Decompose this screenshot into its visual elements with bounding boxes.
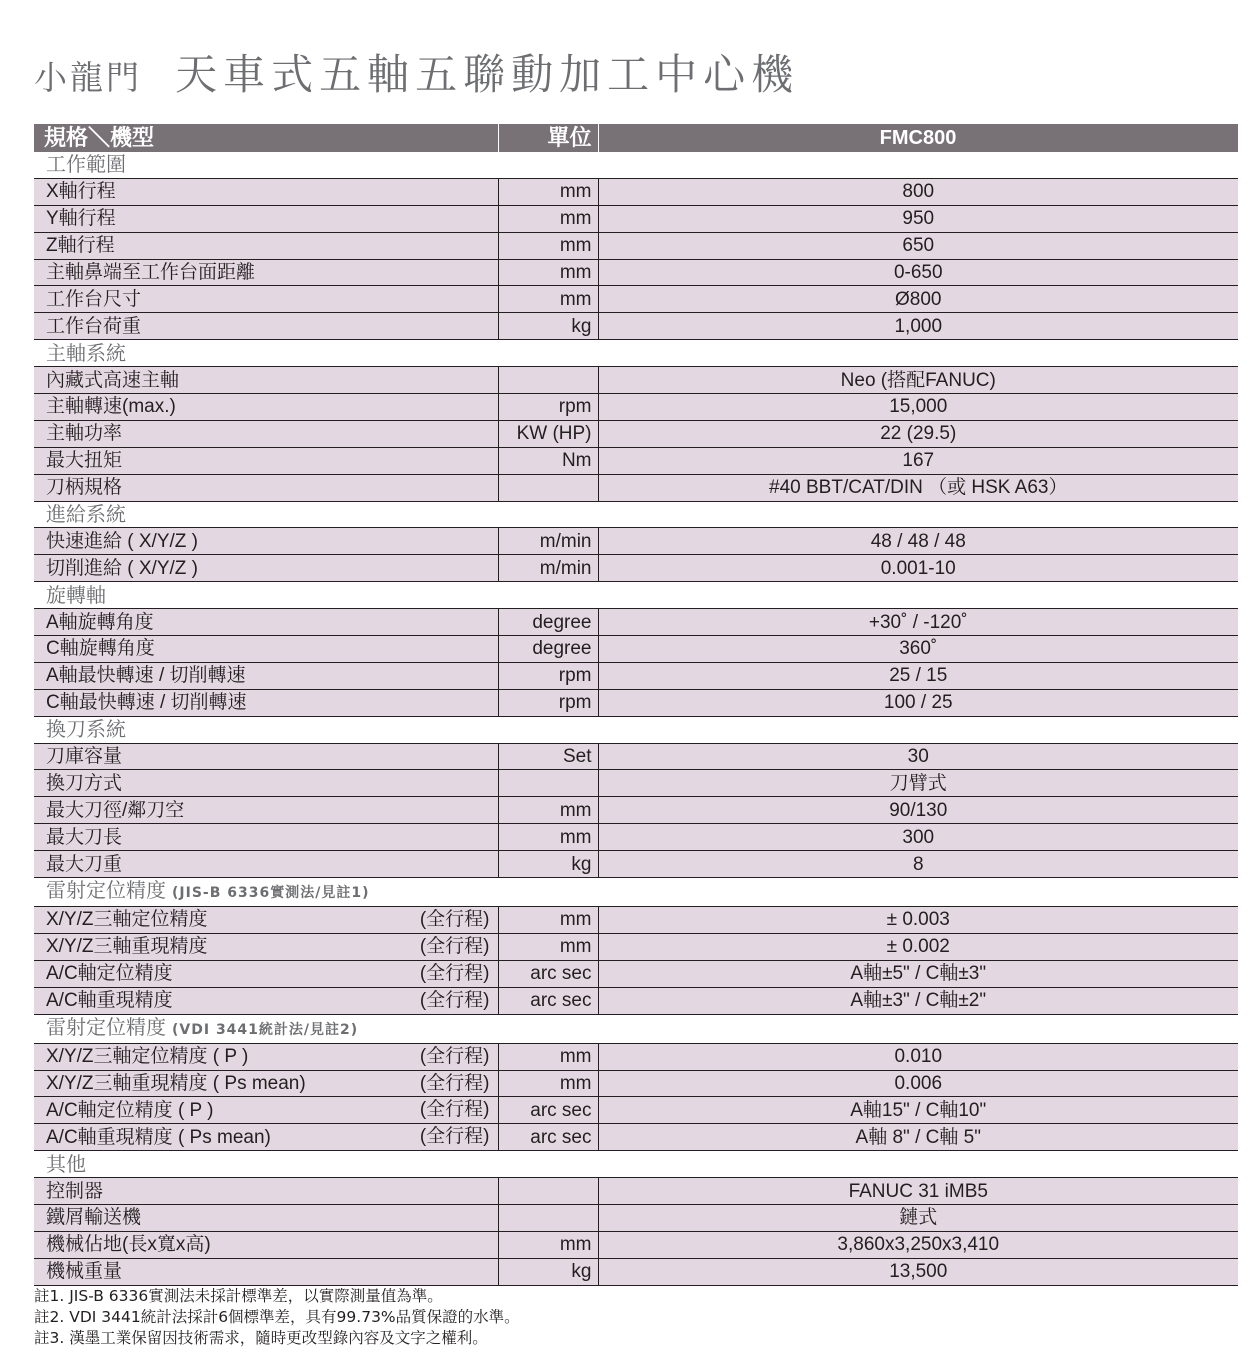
spec-item [34, 689, 498, 716]
spec-item [34, 367, 498, 394]
spec-item-label: 最大刀長 [46, 826, 123, 848]
spec-value: #40 BBT/CAT/DIN （或 HSK A63） [598, 474, 1238, 501]
spec-value: 800 [598, 178, 1238, 205]
spec-table [34, 124, 1239, 1286]
table-row [34, 528, 1238, 555]
table-row [34, 1097, 1238, 1124]
spec-item-label: 刀庫容量 [46, 746, 123, 768]
spec-value: 鏈式 [598, 1204, 1238, 1231]
spec-item-label: 機械重量 [46, 1261, 123, 1283]
section-label: 雷射定位精度 [46, 1014, 166, 1039]
spec-unit: arc sec [498, 1124, 598, 1151]
spec-item [34, 259, 498, 286]
section-label: 換刀系統 [46, 717, 126, 742]
section-row [34, 501, 1238, 528]
spec-value: A軸±3" / C軸±2" [598, 987, 1238, 1014]
table-row [34, 259, 1238, 286]
spec-item [34, 1043, 498, 1070]
table-row [34, 447, 1238, 474]
spec-item [34, 1070, 498, 1097]
spec-item [34, 1178, 498, 1205]
table-row [34, 662, 1238, 689]
table-row [34, 313, 1238, 340]
spec-value: 90/130 [598, 797, 1238, 824]
spec-unit: rpm [498, 689, 598, 716]
section-title [34, 1151, 1238, 1178]
section-label: 主軸系統 [46, 340, 126, 365]
spec-unit: mm [498, 259, 598, 286]
spec-item-label: X/Y/Z三軸定位精度 [46, 909, 208, 931]
spec-unit: mm [498, 1070, 598, 1097]
spec-value: 0.010 [598, 1043, 1238, 1070]
spec-value: 0-650 [598, 259, 1238, 286]
table-row [34, 286, 1238, 313]
spec-item [34, 743, 498, 770]
table-row [34, 1178, 1238, 1205]
spec-value: 100 / 25 [598, 689, 1238, 716]
machine-name: 天車式五軸五聯動加工中心機 [175, 50, 800, 99]
spec-item-label: A/C軸定位精度 ( P ) [46, 1099, 214, 1121]
spec-range: (全行程) [419, 989, 490, 1011]
spec-value: 8 [598, 851, 1238, 878]
spec-unit: m/min [498, 555, 598, 582]
spec-item-label: 快速進給 ( X/Y/Z ) [46, 530, 199, 552]
spec-item-label: Z軸行程 [46, 235, 115, 257]
spec-item-label: 工作台荷重 [46, 315, 142, 337]
spec-unit: arc sec [498, 987, 598, 1014]
spec-item [34, 528, 498, 555]
page-title [34, 42, 799, 102]
header-model: FMC800 [598, 124, 1238, 152]
spec-item-label: X/Y/Z三軸重現精度 [46, 936, 208, 958]
spec-item-label: C軸旋轉角度 [46, 638, 155, 660]
section-title [34, 152, 1238, 178]
section-title [34, 716, 1238, 743]
spec-item-label: X/Y/Z三軸重現精度 ( Ps mean) [46, 1072, 306, 1094]
table-row [34, 824, 1238, 851]
spec-item [34, 636, 498, 663]
spec-item [34, 1204, 498, 1231]
spec-value: ± 0.002 [598, 933, 1238, 960]
table-row [34, 1258, 1238, 1285]
table-row [34, 770, 1238, 797]
spec-value: 25 / 15 [598, 662, 1238, 689]
footnote: 註3. 漢墨工業保留因技術需求，隨時更改型錄內容及文字之權利。 [34, 1329, 488, 1347]
spec-item [34, 907, 498, 934]
table-row [34, 474, 1238, 501]
spec-item-label: 機械佔地(長x寬x高) [46, 1234, 211, 1256]
spec-value: 1,000 [598, 313, 1238, 340]
table-row [34, 1043, 1238, 1070]
spec-item-label: A/C軸重現精度 [46, 990, 173, 1012]
spec-item-label: A/C軸定位精度 [46, 963, 173, 985]
table-row [34, 636, 1238, 663]
spec-unit: mm [498, 232, 598, 259]
table-row [34, 1124, 1238, 1151]
section-note: (VDI 3441統計法/見註2) [172, 1021, 359, 1038]
spec-unit [498, 367, 598, 394]
spec-value: 0.001-10 [598, 555, 1238, 582]
spec-item-label: 最大扭矩 [46, 450, 123, 472]
header-item: 規格＼機型 [34, 124, 498, 152]
spec-value: A軸±5" / C軸±3" [598, 960, 1238, 987]
spec-item-label: Y軸行程 [46, 208, 116, 230]
spec-unit: degree [498, 609, 598, 636]
spec-item [34, 286, 498, 313]
spec-item [34, 824, 498, 851]
spec-item [34, 394, 498, 421]
spec-value: ± 0.003 [598, 907, 1238, 934]
spec-unit: KW (HP) [498, 420, 598, 447]
table-row [34, 178, 1238, 205]
spec-item-label: 控制器 [46, 1180, 104, 1202]
section-label: 其他 [46, 1151, 86, 1176]
spec-item-label: 換刀方式 [46, 772, 123, 794]
table-row [34, 205, 1238, 232]
table-row [34, 689, 1238, 716]
spec-item-label: A/C軸重現精度 ( Ps mean) [46, 1126, 271, 1148]
section-title [34, 582, 1238, 609]
spec-unit: mm [498, 1231, 598, 1258]
section-row [34, 340, 1238, 367]
spec-value: 167 [598, 447, 1238, 474]
table-row [34, 1070, 1238, 1097]
section-label: 雷射定位精度 [46, 878, 166, 903]
spec-unit [498, 1204, 598, 1231]
section-label: 工作範圍 [46, 152, 126, 177]
spec-item [34, 313, 498, 340]
footnote: 註2. VDI 3441統計法採計6個標準差，具有99.73%品質保證的水準。 [34, 1308, 520, 1326]
section-row [34, 152, 1238, 178]
table-row [34, 609, 1238, 636]
spec-unit: rpm [498, 662, 598, 689]
spec-unit: arc sec [498, 960, 598, 987]
spec-range: (全行程) [419, 962, 490, 984]
spec-value: 650 [598, 232, 1238, 259]
spec-unit: mm [498, 205, 598, 232]
spec-range: (全行程) [419, 909, 490, 931]
spec-range: (全行程) [419, 1045, 490, 1067]
spec-value: A軸 8" / C軸 5" [598, 1124, 1238, 1151]
table-row [34, 367, 1238, 394]
table-row [34, 960, 1238, 987]
section-label: 旋轉軸 [46, 582, 106, 607]
spec-item-label: 工作台尺寸 [46, 288, 142, 310]
section-row [34, 1151, 1238, 1178]
spec-unit [498, 1178, 598, 1205]
table-row [34, 394, 1238, 421]
section-row [34, 878, 1238, 907]
spec-value: 950 [598, 205, 1238, 232]
table-row [34, 420, 1238, 447]
table-row [34, 987, 1238, 1014]
spec-unit: Set [498, 743, 598, 770]
spec-range: (全行程) [419, 1126, 490, 1148]
spec-item [34, 474, 498, 501]
table-row [34, 1231, 1238, 1258]
spec-item-label: A軸最快轉速 / 切削轉速 [46, 665, 246, 687]
table-row [34, 1204, 1238, 1231]
spec-item [34, 232, 498, 259]
spec-value: 48 / 48 / 48 [598, 528, 1238, 555]
section-title [34, 501, 1238, 528]
spec-range: (全行程) [419, 1099, 490, 1121]
spec-value: 3,860x3,250x3,410 [598, 1231, 1238, 1258]
spec-item [34, 609, 498, 636]
spec-item-label: 刀柄規格 [46, 477, 123, 499]
spec-value: 360˚ [598, 636, 1238, 663]
spec-unit: kg [498, 313, 598, 340]
spec-item [34, 662, 498, 689]
spec-item-label: 最大刀重 [46, 853, 123, 875]
spec-item [34, 960, 498, 987]
spec-item [34, 987, 498, 1014]
spec-value: 13,500 [598, 1258, 1238, 1285]
spec-item [34, 205, 498, 232]
spec-value: 30 [598, 743, 1238, 770]
table-row [34, 851, 1238, 878]
spec-unit [498, 474, 598, 501]
spec-item [34, 447, 498, 474]
spec-unit: mm [498, 178, 598, 205]
section-title [34, 878, 1238, 907]
spec-item [34, 420, 498, 447]
footnote: 註1. JIS-B 6336實測法未採計標準差，以實際測量值為準。 [34, 1287, 443, 1305]
spec-value: 刀臂式 [598, 770, 1238, 797]
spec-item-label: X/Y/Z三軸定位精度 ( P ) [46, 1046, 249, 1068]
spec-item [34, 178, 498, 205]
spec-item-label: 最大刀徑/鄰刀空 [46, 799, 185, 821]
spec-unit: m/min [498, 528, 598, 555]
spec-value: 15,000 [598, 394, 1238, 421]
spec-unit: kg [498, 1258, 598, 1285]
spec-item [34, 933, 498, 960]
spec-value: +30˚ / -120˚ [598, 609, 1238, 636]
header-unit: 單位 [498, 124, 598, 152]
footnotes [34, 1286, 520, 1349]
spec-item-label: 主軸鼻端至工作台面距離 [46, 262, 256, 283]
spec-unit: mm [498, 286, 598, 313]
spec-unit: arc sec [498, 1097, 598, 1124]
spec-body [34, 152, 1238, 1285]
spec-item [34, 1258, 498, 1285]
spec-item-label: 鐵屑輸送機 [46, 1207, 142, 1229]
brand-name: 小龍門 [34, 58, 142, 97]
section-title [34, 1014, 1238, 1043]
table-row [34, 797, 1238, 824]
spec-item [34, 1124, 498, 1151]
spec-value: 22 (29.5) [598, 420, 1238, 447]
spec-unit: kg [498, 851, 598, 878]
table-row [34, 933, 1238, 960]
spec-value: Ø800 [598, 286, 1238, 313]
spec-unit [498, 770, 598, 797]
spec-value: A軸15" / C軸10" [598, 1097, 1238, 1124]
spec-item-label: 主軸功率 [46, 423, 123, 445]
spec-item-label: X軸行程 [46, 181, 116, 203]
spec-item-label: 主軸轉速(max.) [46, 396, 176, 418]
spec-item [34, 851, 498, 878]
spec-unit: mm [498, 907, 598, 934]
section-row [34, 1014, 1238, 1043]
spec-item-label: 內藏式高速主軸 [46, 369, 180, 391]
spec-unit: mm [498, 1043, 598, 1070]
spec-value: 0.006 [598, 1070, 1238, 1097]
spec-unit: degree [498, 636, 598, 663]
spec-item-label: A軸旋轉角度 [46, 611, 154, 633]
spec-item-label: C軸最快轉速 / 切削轉速 [46, 692, 247, 714]
table-row [34, 907, 1238, 934]
spec-item [34, 555, 498, 582]
spec-value: FANUC 31 iMB5 [598, 1178, 1238, 1205]
table-row [34, 232, 1238, 259]
section-row [34, 582, 1238, 609]
spec-item [34, 1231, 498, 1258]
spec-range: (全行程) [419, 1072, 490, 1094]
section-title [34, 340, 1238, 367]
table-row [34, 555, 1238, 582]
table-header [34, 124, 1238, 152]
spec-item-label: 切削進給 ( X/Y/Z ) [46, 557, 199, 579]
spec-unit: Nm [498, 447, 598, 474]
spec-item [34, 1097, 498, 1124]
section-row [34, 716, 1238, 743]
spec-unit: mm [498, 824, 598, 851]
section-label: 進給系統 [46, 502, 126, 527]
table-row [34, 743, 1238, 770]
spec-value: Neo (搭配FANUC) [598, 367, 1238, 394]
spec-value: 300 [598, 824, 1238, 851]
spec-item [34, 770, 498, 797]
spec-unit: mm [498, 933, 598, 960]
spec-range: (全行程) [419, 935, 490, 957]
spec-unit: rpm [498, 394, 598, 421]
section-note: (JIS-B 6336實測法/見註1) [172, 885, 370, 902]
spec-item [34, 797, 498, 824]
spec-unit: mm [498, 797, 598, 824]
